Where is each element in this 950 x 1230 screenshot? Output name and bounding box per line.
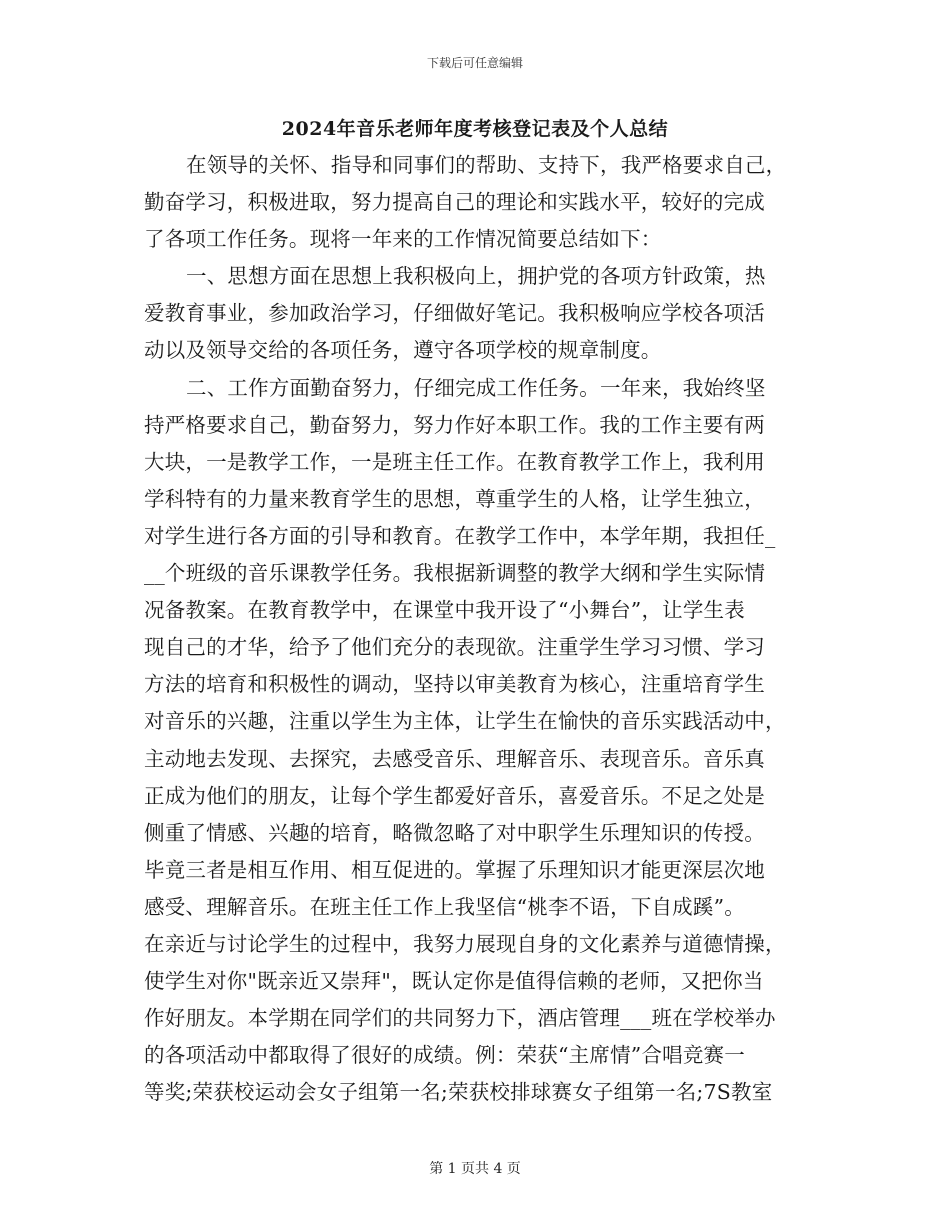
page-header-note: 下载后可任意编辑 [426,56,523,70]
body-line: 了各项工作任务。现将一年来的工作情况简要总结如下： [144,227,662,252]
body-line: 的各项活动中都取得了很好的成绩。例：荣获“主席情”合唱竞赛一 [144,1043,745,1068]
body-line: 现自己的才华，给予了他们充分的表现欲。注重学生学习习惯、学习 [144,635,765,660]
document-title: 2024年音乐老师年度考核登记表及个人总结 [281,118,669,140]
body-line: 爱教育事业，参加政治学习，仔细做好笔记。我积极响应学校各项活 [144,301,765,326]
body-line: 使学生对你"既亲近又崇拜"，既认定你是值得信赖的老师，又把你当 [144,969,764,994]
body-line: 感受、理解音乐。在班主任工作上我坚信“桃李不语，下自成蹊”。 [144,894,745,919]
body-line: 动以及领导交给的各项任务，遵守各项学校的规章制度。 [144,338,662,363]
body-line: 等奖;荣获校运动会女子组第一名;荣获校排球赛女子组第一名;7S教室 [144,1080,773,1105]
body-line: 对音乐的兴趣，注重以学生为主体，让学生在愉快的音乐实践活动中， [144,709,786,734]
body-line: 对学生进行各方面的引导和教育。在教学工作中，本学年期，我担任_ [144,523,776,548]
document-body [144,147,808,1111]
body-line: 持严格要求自己，勤奋努力，努力作好本职工作。我的工作主要有两 [144,412,765,437]
body-line: __个班级的音乐课教学任务。我根据新调整的教学大纲和学生实际情 [144,561,766,586]
body-line: 毕竟三者是相互作用、相互促进的。掌握了乐理知识才能更深层次地 [144,857,765,882]
body-line: 在领导的关怀、指导和同事们的帮助、支持下，我严格要求自己， [186,153,787,177]
body-line: 在亲近与讨论学生的过程中，我努力展现自身的文化素养与道德情操， [144,931,786,956]
page-number: 第 1 页共 4 页 [429,1161,521,1177]
body-line: 一、思想方面在思想上我积极向上，拥护党的各项方针政策，热 [186,264,766,289]
body-line: 方法的培育和积极性的调动，坚持以审美教育为核心，注重培育学生 [144,672,765,697]
body-line: 主动地去发现、去探究，去感受音乐、理解音乐、表现音乐。音乐真 [144,746,765,771]
body-line: 作好朋友。本学期在同学们的共同努力下，酒店管理___班在学校举办 [144,1006,776,1031]
body-line: 勤奋学习，积极进取，努力提高自己的理论和实践水平，较好的完成 [144,190,765,215]
body-line: 正成为他们的朋友，让每个学生都爱好音乐，喜爱音乐。不足之处是 [144,783,765,808]
body-line: 学科特有的力量来教育学生的思想，尊重学生的人格，让学生独立， [144,486,765,511]
body-line: 大块，一是教学工作，一是班主任工作。在教育教学工作上，我利用 [144,449,765,474]
body-line: 二、工作方面勤奋努力，仔细完成工作任务。一年来，我始终坚 [186,375,766,400]
body-line: 况备教案。在教育教学中，在课堂中我开设了“小舞台”，让学生表 [144,598,745,623]
body-line: 侧重了情感、兴趣的培育，略微忽略了对中职学生乐理知识的传授。 [144,820,765,845]
